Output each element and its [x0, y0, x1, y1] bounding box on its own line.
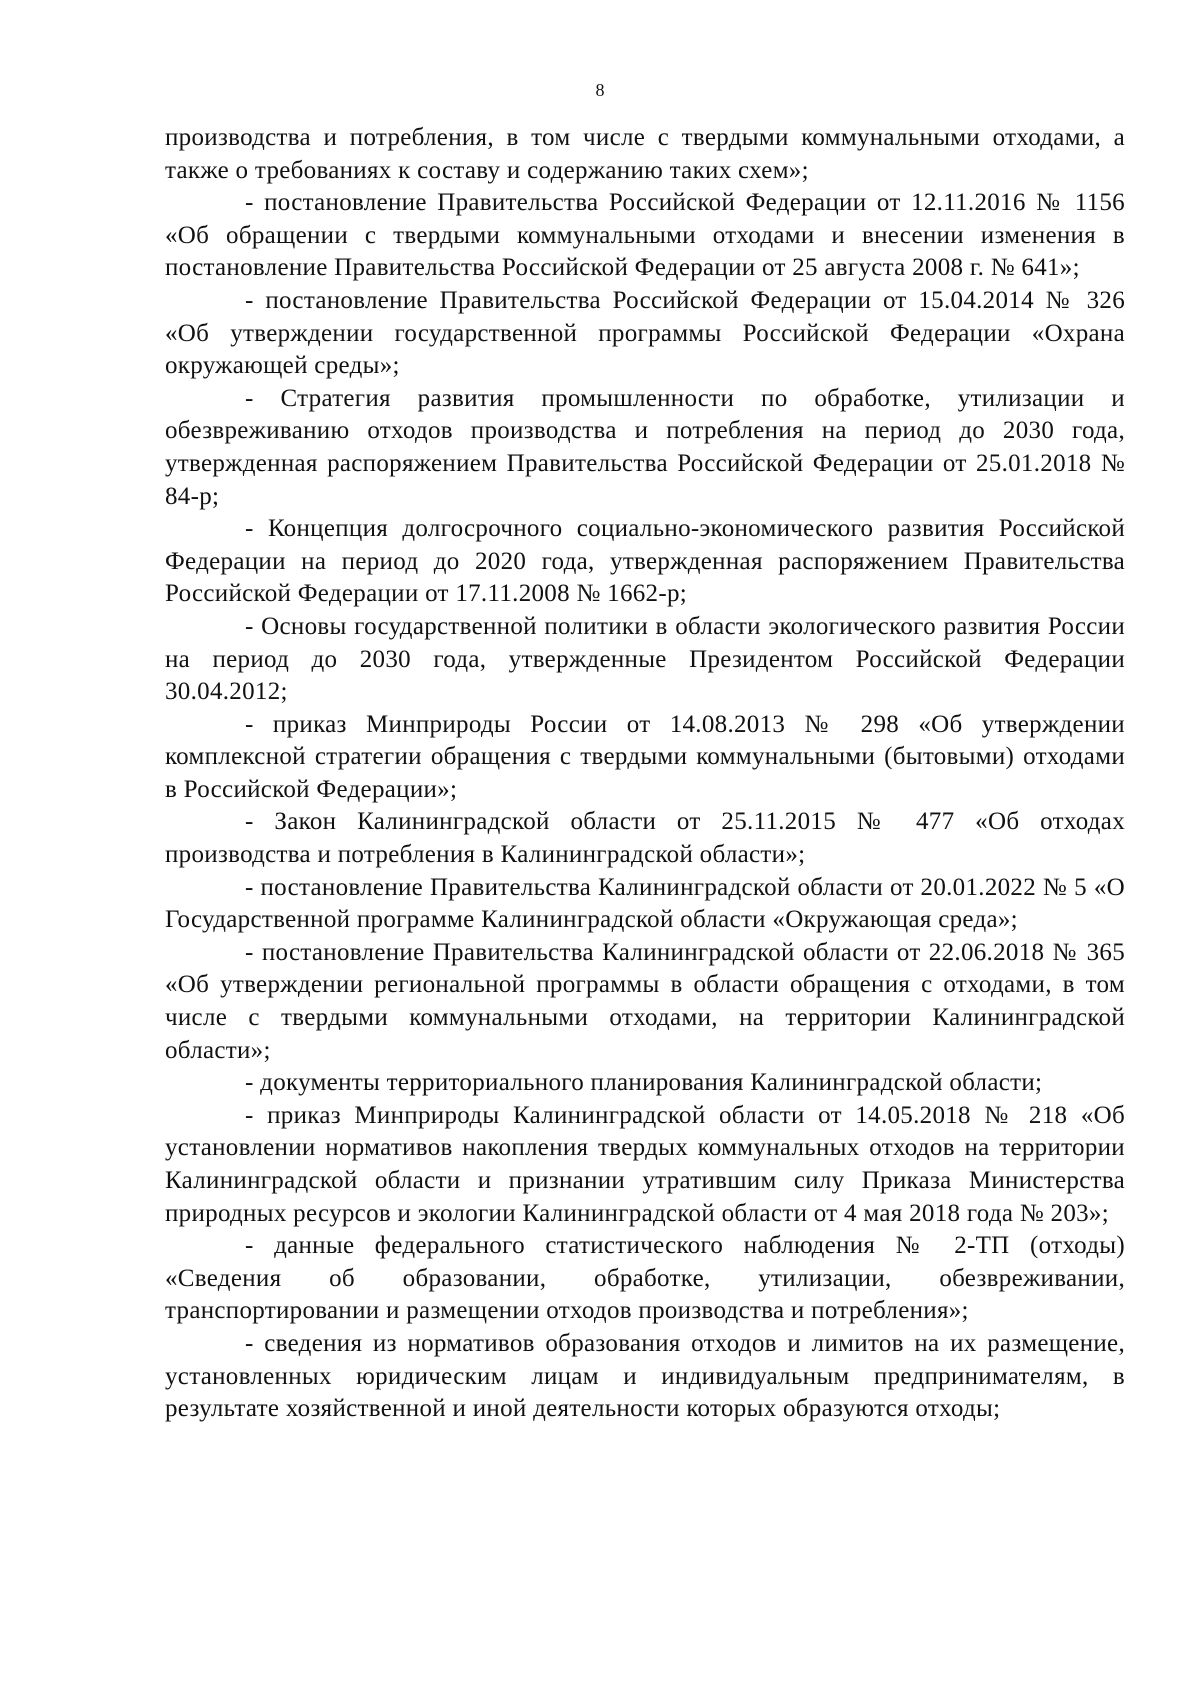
list-item-decree-365: - постановление Правительства Калининградской области от 22.06.2018 № 365 «Об утверждении региональной программы в области обращения с отходами, в том числе с твердыми коммунальными отходами, на территории Калининградской области»;	[165, 938, 1125, 1064]
list-item-decree-326: - постановление Правительства Российской Федерации от 15.04.2014 № 326 «Об утверждении государственной программы Российской Федерации «Охрана окружающей среды»;	[165, 286, 1125, 380]
list-item-decree-1156: - постановление Правительства Российской Федерации от 12.11.2016 № 1156 «Об обращении с твердыми коммунальными отходами и внесении изменения в постановление Правительства Российской Федерации от 25 августа 2008 г. № 641»;	[165, 189, 1125, 282]
list-item-concept-1662r: - Концепция долгосрочного социально-экономического развития Российской Федерации на период до 2020 года, утвержденная распоряжением Правительства Российской Федерации от 17.11.2008 № 1662-р;	[165, 515, 1125, 608]
list-item-statistics-2tp: - данные федерального статистического наблюдения № 2-ТП (отходы) «Сведения об образовании, обработке, утилизации, обезвреживании, транспортировании и размещении отходов производства и потребления»;	[165, 1232, 1125, 1325]
list-item-order-298: - приказ Минприроды России от 14.08.2013 № 298 «Об утверждении комплексной стратегии обращения с твердыми коммунальными (бытовыми) отходами в Российской Федерации»;	[165, 710, 1125, 803]
page-number: 8	[595, 80, 605, 100]
paragraph-continuation: производства и потребления, в том числе с твердыми коммунальными отходами, а также о требованиях к составу и содержанию таких схем»;	[165, 124, 1125, 184]
list-item-order-218: - приказ Минприроды Калининградской области от 14.05.2018 № 218 «Об установлении нормативов накопления твердых коммунальных отходов на территории Калининградской области и признании утратившим силу Приказа Министерства природных ресурсов и экологии Калининградской области от 4 мая 2018 года № 203»;	[165, 1101, 1125, 1227]
list-item-planning-documents: - документы территориального планирования Калининградской области;	[245, 1069, 1043, 1097]
document-body	[165, 122, 1125, 1426]
list-item-decree-5: - постановление Правительства Калининградской области от 20.01.2022 № 5 «О Государственной программе Калининградской области «Окружающая среда»;	[165, 873, 1125, 934]
list-item-law-477: - Закон Калининградской области от 25.11.2015 № 477 «Об отходах производства и потребления в Калининградской области»;	[165, 808, 1125, 869]
list-item-strategy-84r: - Стратегия развития промышленности по обработке, утилизации и обезвреживанию отходов производства и потребления на период до 2030 года, утвержденная распоряжением Правительства Российской Федерации от 25.01.2018 № 84-р;	[165, 384, 1125, 510]
list-item-waste-norms: - сведения из нормативов образования отходов и лимитов на их размещение, установленных юридическим лицам и индивидуальным предпринимателям, в результате хозяйственной и иной деятельности которых образуются отходы;	[165, 1329, 1125, 1423]
list-item-ecology-policy: - Основы государственной политики в области экологического развития России на период до 2030 года, утвержденные Президентом Российской Федерации 30.04.2012;	[165, 612, 1125, 706]
